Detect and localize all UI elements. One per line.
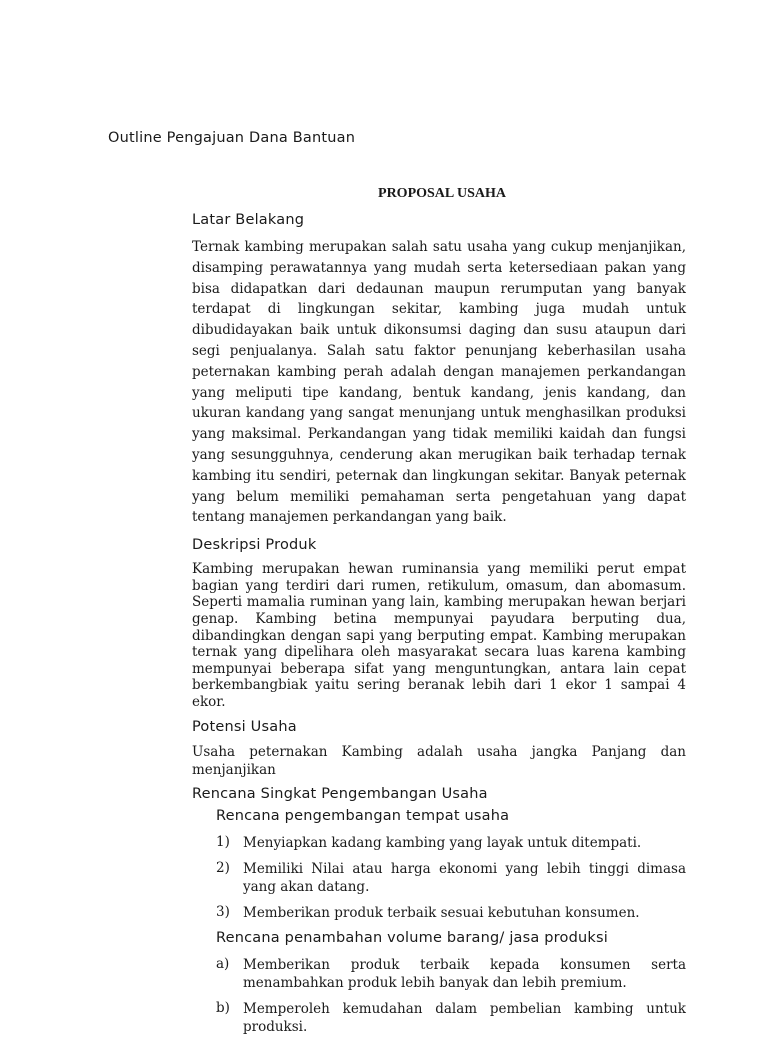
list-marker: 1) xyxy=(216,833,230,850)
list-marker: b) xyxy=(216,999,230,1016)
section-heading-latar-belakang: Latar Belakang xyxy=(192,212,305,228)
list-item-text: Menyiapkan kadang kambing yang layak untuk ditempati. xyxy=(243,834,642,851)
subheading-tempat-usaha: Rencana pengembangan tempat usaha xyxy=(216,807,510,824)
document-title: PROPOSAL USAHA xyxy=(378,186,506,201)
list-marker: 2) xyxy=(216,859,230,876)
list-item-text: Memperoleh kemudahan dalam pembelian kambing untuk produksi. xyxy=(243,1000,686,1035)
paragraph-deskripsi-produk: Kambing merupakan hewan ruminansia yang memiliki perut empat bagian yang terdiri dari rumen, retikulum, omasum, dan abomasum. Seperti mamalia ruminan yang lain, kambing merupakan hewan berjari genap. Kambing betina mempunyai payudara berputing dua, dibandingkan dengan sapi yang berputing empat. Kambing merupakan ternak yang dipelihara oleh masyarakat secara luas karena kambing mempunyai beberapa sifat yang menguntungkan, antara lain cepat berkembangbiak yaitu sering beranak lebih dari 1 ekor 1 sampai 4 ekor. xyxy=(192,561,686,710)
list-item-text: Memberikan produk terbaik sesuai kebutuhan konsumen. xyxy=(243,904,640,921)
section-heading-rencana: Rencana Singkat Pengembangan Usaha xyxy=(192,785,488,802)
subheading-volume-produksi: Rencana penambahan volume barang/ jasa produksi xyxy=(216,929,608,946)
list-item xyxy=(216,904,686,922)
list-marker: 3) xyxy=(216,903,230,920)
list-item xyxy=(216,834,686,852)
list-item-text: Memiliki Nilai atau harga ekonomi yang lebih tinggi dimasa yang akan datang. xyxy=(243,860,686,895)
list-item xyxy=(216,956,686,992)
content-column xyxy=(192,212,686,1044)
section-heading-deskripsi-produk: Deskripsi Produk xyxy=(192,537,317,554)
paragraph-potensi-usaha: Usaha peternakan Kambing adalah usaha jangka Panjang dan menjanjikan xyxy=(192,743,686,778)
list-item-text: Memberikan produk terbaik kepada konsumen serta menambahkan produk lebih banyak dan lebih premium. xyxy=(243,956,686,991)
paragraph-latar-belakang: Ternak kambing merupakan salah satu usaha yang cukup menjanjikan, disamping perawatannya yang mudah serta ketersediaan pakan yang bisa didapatkan dari dedaunan maupun rerumputan yang banyak terdapat di lingkungan sekitar, kambing juga mudah untuk dibudidayakan baik untuk dikonsumsi daging dan susu ataupun dari segi penjualanya. Salah satu faktor penunjang keberhasilan usaha peternakan kambing perah adalah dengan manajemen perkandangan yang meliputi tipe kandang, bentuk kandang, jenis kandang, dan ukuran kandang yang sangat menunjang untuk menghasilkan produksi yang maksimal. Perkandangan yang tidak memiliki kaidah dan fungsi yang sesungguhnya, cenderung akan merugikan baik terhadap ternak kambing itu sendiri, peternak dan lingkungan sekitar. Banyak peternak yang belum memiliki pemahaman serta pengetahuan yang dapat tentang manajemen perkandangan yang baik. xyxy=(192,239,686,526)
list-item xyxy=(216,1000,686,1036)
numbered-list-tempat xyxy=(216,834,686,922)
list-item xyxy=(216,860,686,896)
section-heading-potensi-usaha: Potensi Usaha xyxy=(192,718,297,735)
outline-heading: Outline Pengajuan Dana Bantuan xyxy=(108,130,356,146)
list-marker: a) xyxy=(216,955,230,972)
